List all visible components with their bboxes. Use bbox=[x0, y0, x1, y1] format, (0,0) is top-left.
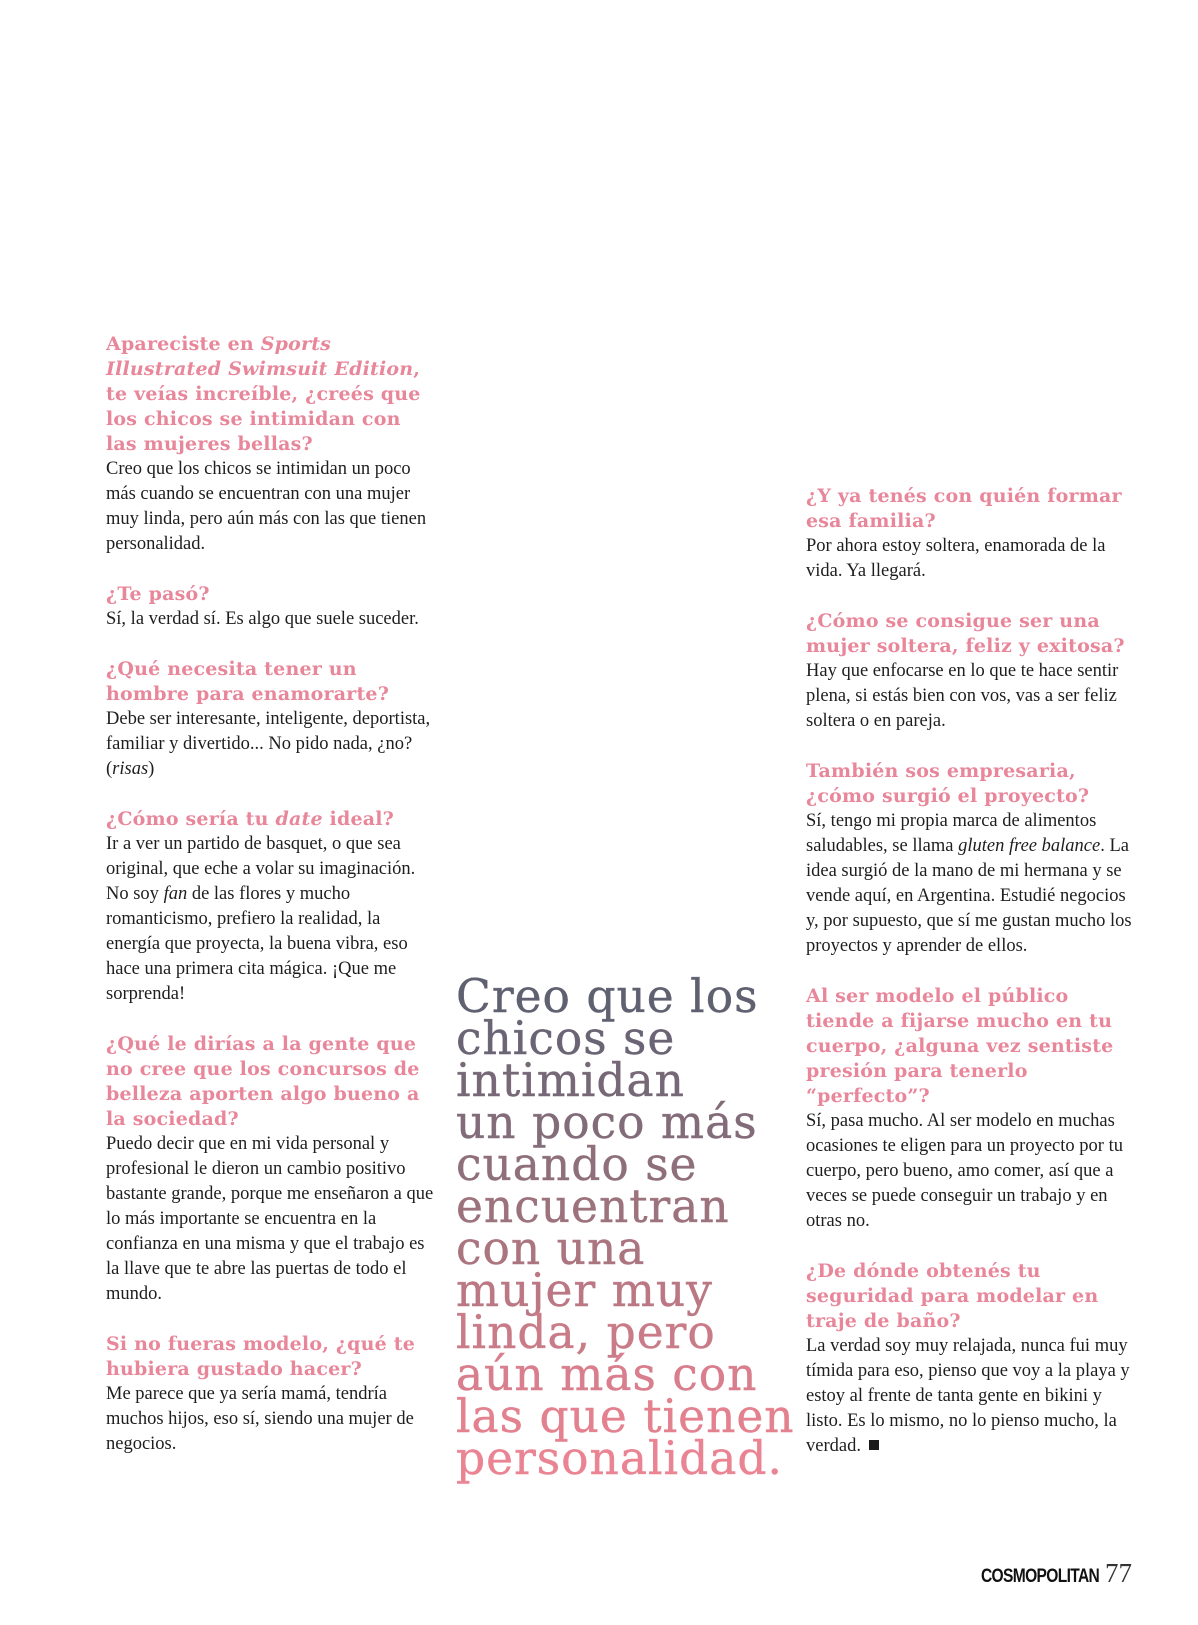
right-qa-block-2 bbox=[806, 609, 1136, 734]
interview-answer bbox=[806, 659, 1136, 734]
interview-answer bbox=[806, 1334, 1136, 1459]
text-run: ¿Cómo sería tu bbox=[106, 808, 276, 830]
left-qa-block-6 bbox=[106, 1332, 436, 1457]
pull-quote bbox=[456, 970, 796, 1485]
text-run: Puedo decir que en mi vida personal y profesional le dieron un cambio positivo bastante grande, porque me enseñaron a que lo más importante se encuentra en la confianza en una misma y que el trabajo es la llave que te abre las puertas de todo el mundo. bbox=[106, 1134, 434, 1304]
pull-quote-line: chicos se bbox=[456, 1012, 676, 1065]
page-footer bbox=[955, 1558, 1132, 1594]
italic-text: fan bbox=[163, 884, 188, 904]
left-qa-block-1 bbox=[106, 332, 436, 557]
text-run: Ir a ver un partido de basquet, o que sea original, que eche a volar su imaginación. No soy bbox=[106, 834, 416, 904]
pull-quote-line: personalidad. bbox=[456, 1432, 783, 1485]
italic-text: risas bbox=[112, 759, 149, 779]
italic-text: gluten free balance bbox=[958, 836, 1101, 856]
page-number: 77 bbox=[1105, 1558, 1132, 1588]
interview-question bbox=[106, 332, 436, 457]
pull-quote-line: intimidan bbox=[456, 1054, 685, 1107]
interview-answer bbox=[806, 534, 1136, 584]
text-run: Me parece que ya sería mamá, tendría muchos hijos, eso sí, siendo una mujer de negocios. bbox=[106, 1384, 414, 1454]
interview-question bbox=[806, 484, 1136, 534]
interview-answer bbox=[106, 607, 436, 632]
text-run: Creo que los chicos se intimidan un poco más cuando se encuentran con una mujer muy linda, pero aún más con las que tienen personalidad. bbox=[106, 459, 427, 554]
italic-text: Sports Illustrated Swimsuit Edition bbox=[106, 333, 414, 380]
interview-question bbox=[106, 582, 436, 607]
interview-answer bbox=[106, 457, 436, 557]
left-qa-block-5 bbox=[106, 1032, 436, 1307]
pull-quote-line: un poco más bbox=[456, 1096, 758, 1149]
left-column bbox=[106, 332, 436, 1482]
left-qa-block-3 bbox=[106, 657, 436, 782]
text-run: También sos empresaria, ¿cómo surgió el proyecto? bbox=[806, 760, 1090, 807]
text-run: , te veías increíble, ¿creés que los chicos se intimidan con las mujeres bellas? bbox=[106, 358, 421, 455]
text-run: de las flores y mucho romanticismo, prefiero la realidad, la energía que proyecta, la buena vibra, eso hace una primera cita mágica. ¡Que me sorprenda! bbox=[106, 884, 408, 1004]
pull-quote-line: linda, pero bbox=[456, 1306, 716, 1359]
interview-question bbox=[106, 1332, 436, 1382]
pull-quote-line: con una bbox=[456, 1222, 646, 1275]
text-run: ¿De dónde obtenés tu seguridad para modelar en traje de baño? bbox=[806, 1260, 1099, 1332]
interview-question bbox=[806, 609, 1136, 659]
pull-quote-line: aún más con bbox=[456, 1348, 758, 1401]
interview-answer bbox=[806, 809, 1136, 959]
pull-quote-line: Creo que los bbox=[456, 970, 759, 1023]
interview-question bbox=[106, 807, 436, 832]
interview-answer bbox=[106, 832, 436, 1007]
right-qa-block-4 bbox=[806, 984, 1136, 1234]
pull-quote-text bbox=[456, 970, 796, 1485]
pull-quote-line: mujer muy bbox=[456, 1264, 713, 1317]
pull-quote-line: cuando se bbox=[456, 1138, 698, 1191]
italic-text: date bbox=[275, 808, 323, 830]
text-run: Hay que enfocarse en lo que te hace sentir plena, si estás bien con vos, vas a ser feliz soltera o en pareja. bbox=[806, 661, 1119, 731]
magazine-brand: COSMOPOLITAN bbox=[980, 1566, 1099, 1587]
text-run: Debe ser interesante, inteligente, deportista, familiar y divertido... No pido nada, ¿no? ( bbox=[106, 709, 431, 779]
text-run: ¿Cómo se consigue ser una mujer soltera, feliz y exitosa? bbox=[806, 610, 1125, 657]
right-qa-block-1 bbox=[806, 484, 1136, 584]
interview-question bbox=[106, 1032, 436, 1132]
interview-answer bbox=[806, 1109, 1136, 1234]
text-run: Si no fueras modelo, ¿qué te hubiera gustado hacer? bbox=[106, 1333, 416, 1380]
pull-quote-line: las que tienen bbox=[456, 1390, 795, 1443]
text-run: ¿Y ya tenés con quién formar esa familia? bbox=[806, 485, 1122, 532]
interview-question bbox=[106, 657, 436, 707]
pull-quote-line: encuentran bbox=[456, 1180, 730, 1233]
text-run: Sí, la verdad sí. Es algo que suele suceder. bbox=[106, 609, 419, 629]
text-run: . La idea surgió de la mano de mi hermana y se vende aquí, en Argentina. Estudié negocios y, por supuesto, que sí me gustan mucho los proyectos y aprender de ellos. bbox=[806, 836, 1132, 956]
text-run: ¿Qué necesita tener un hombre para enamorarte? bbox=[106, 658, 390, 705]
left-qa-block-4 bbox=[106, 807, 436, 1007]
interview-question bbox=[806, 984, 1136, 1109]
text-run: Sí, tengo mi propia marca de alimentos saludables, se llama bbox=[806, 811, 1097, 856]
text-run: La verdad soy muy relajada, nunca fui muy tímida para eso, pienso que voy a la playa y estoy al frente de tanta gente en bikini y listo. Es lo mismo, no lo pienso mucho, la verdad. bbox=[806, 1336, 1130, 1456]
text-run: Por ahora estoy soltera, enamorada de la vida. Ya llegará. bbox=[806, 536, 1106, 581]
text-run: ¿Te pasó? bbox=[106, 583, 210, 605]
end-square-icon bbox=[869, 1440, 879, 1450]
interview-answer bbox=[106, 1132, 436, 1307]
text-run: ) bbox=[148, 759, 155, 779]
text-run: Apareciste en bbox=[106, 333, 261, 355]
interview-question bbox=[806, 759, 1136, 809]
right-column bbox=[806, 484, 1136, 1484]
interview-answer bbox=[106, 707, 436, 782]
text-run: ideal? bbox=[322, 808, 395, 830]
interview-answer bbox=[106, 1382, 436, 1457]
right-qa-block-5 bbox=[806, 1259, 1136, 1459]
right-qa-block-3 bbox=[806, 759, 1136, 959]
text-run: Sí, pasa mucho. Al ser modelo en muchas ocasiones te eligen para un proyecto por tu cuerpo, pero bueno, amo comer, así que a veces se puede conseguir un trabajo y en otras no. bbox=[806, 1111, 1123, 1231]
text-run: ¿Qué le dirías a la gente que no cree que los concursos de belleza aporten algo bueno a la sociedad? bbox=[106, 1033, 420, 1130]
left-qa-block-2 bbox=[106, 582, 436, 632]
text-run: Al ser modelo el público tiende a fijarse mucho en tu cuerpo, ¿alguna vez sentiste presión para tenerlo “perfecto”? bbox=[806, 985, 1114, 1107]
interview-question bbox=[806, 1259, 1136, 1334]
